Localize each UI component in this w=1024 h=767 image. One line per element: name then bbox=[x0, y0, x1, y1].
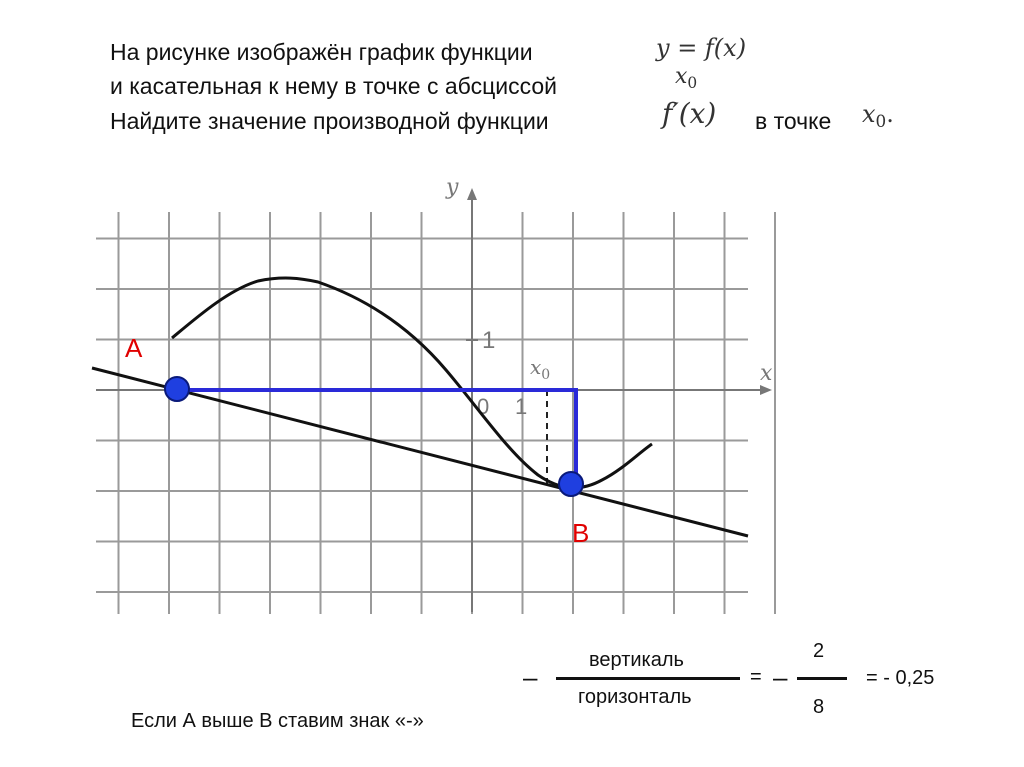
point-a bbox=[165, 377, 189, 401]
tick-label-x-1: 1 bbox=[515, 394, 528, 419]
tick-label-y-1: 1 bbox=[482, 327, 496, 354]
fraction-denominator-value: 8 bbox=[813, 696, 825, 718]
formula-x0-abscissa: $x_0$ bbox=[675, 64, 698, 92]
x0-graph-label: $x_0$ bbox=[530, 355, 551, 383]
point-b bbox=[559, 472, 583, 496]
fraction-numerator-value: 2 bbox=[813, 640, 825, 662]
point-a-label: A bbox=[125, 333, 143, 363]
value-minus-sign: – bbox=[773, 662, 788, 692]
result-value: = - 0,25 bbox=[866, 667, 935, 689]
fraction-bar-values bbox=[797, 677, 847, 680]
problem-line-1-text: На рисунке изображён график функции bbox=[110, 39, 533, 65]
problem-line-3-text: Найдите значение производной функции bbox=[110, 108, 549, 134]
axis-y-label: y bbox=[446, 175, 459, 200]
grid bbox=[96, 212, 775, 614]
formula-y-equals-f-x: y = f(x) bbox=[656, 34, 747, 62]
function-curve bbox=[172, 278, 652, 488]
problem-line-2-text: и касательная к нему в точке с абсциссой bbox=[110, 73, 558, 99]
formula-f-prime-x: f′(x) bbox=[662, 97, 717, 130]
tangent-line bbox=[92, 368, 748, 536]
origin-label: 0 bbox=[477, 394, 490, 419]
fraction-bar-words bbox=[556, 677, 740, 680]
axis-x-label: x bbox=[760, 361, 773, 386]
problem-line-3-point-text: в точке bbox=[755, 108, 832, 134]
x-axis-arrow bbox=[760, 385, 772, 395]
fraction-numerator-text: вертикаль bbox=[589, 649, 684, 671]
fraction-minus-sign: – bbox=[523, 662, 538, 692]
formula-x0-point: $x_0$. bbox=[862, 100, 894, 132]
fraction-denominator-text: горизонталь bbox=[578, 686, 692, 708]
y-axis-arrow bbox=[467, 188, 477, 200]
sign-rule-note: Если А выше В ставим знак «-» bbox=[131, 710, 424, 732]
equals-sign: = bbox=[750, 666, 762, 688]
point-b-label: B bbox=[572, 518, 590, 548]
